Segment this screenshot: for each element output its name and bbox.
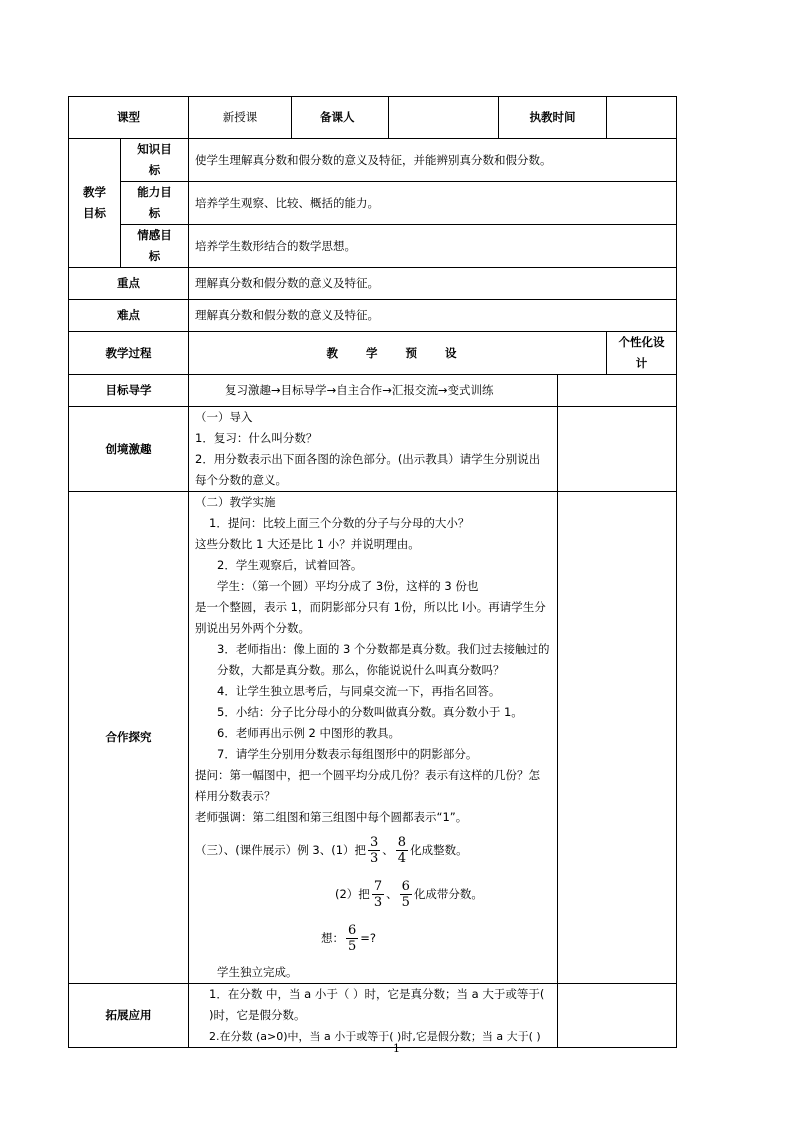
lesson-plan-table [68, 96, 677, 1048]
extend-personal-cell [558, 984, 677, 1048]
think-line [195, 916, 551, 960]
separator: 、 [382, 842, 394, 857]
cooperate-personal-cell [558, 492, 677, 984]
extend-row [69, 984, 677, 1048]
teach-time-value [607, 97, 677, 139]
guide-flow-text: 复习激趣→目标导学→自主合作→汇报交流→变式训练 [189, 375, 558, 407]
goal-knowledge-row [69, 139, 677, 182]
scene-row [69, 407, 677, 492]
knowledge-goal-label: 知识目标 [121, 139, 189, 182]
separator: 、 [386, 886, 398, 901]
knowledge-goal-text: 使学生理解真分数和假分数的意义及特征，并能辨别真分数和假分数。 [189, 139, 677, 182]
extend-content [189, 984, 558, 1048]
scene-label: 创境激趣 [69, 407, 189, 492]
cooperate-line: 是一个整圆，表示 1，而阴影部分只有 1份，所以比 l小。再请学生分别说出另外两个分数。 [195, 600, 546, 635]
example-1-prefix: （三）、(课件展示）例 3、(1）把 [195, 842, 367, 857]
cooperate-line: 7．请学生分别用分数表示每组图形中的阴影部分。 [217, 747, 478, 761]
cooperate-content [189, 492, 558, 984]
scene-content [189, 407, 558, 492]
fraction-3-over-3: $\frac{3}{3}$ [370, 834, 379, 866]
plan-label: 教 学 预 设 [189, 332, 607, 375]
difficulty-text: 理解真分数和假分数的意义及特征。 [189, 300, 677, 332]
guide-label: 目标导学 [69, 375, 189, 407]
extend-line: 2.在分数 (a>0)中，当 a 小于或等于( )时,它是假分数；当 a 大于( ) [209, 1030, 541, 1043]
cooperate-label: 合作探究 [69, 492, 189, 984]
extend-line: 1．在分数 中，当 a 小于（ ）时，它是真分数；当 a 大于或等于( )时，它是假分数。 [209, 987, 545, 1022]
cooperate-line: 老师强调：第二组图和第三组图中每个圆都表示“1”。 [195, 810, 468, 824]
scene-personal-cell [558, 407, 677, 492]
cooperate-line: 4．让学生独立思考后，与同桌交流一下，再指名回答。 [217, 684, 501, 698]
header-row [69, 97, 677, 139]
goals-group-label: 教学目标 [69, 139, 121, 268]
fraction-6-over-5-think: $\frac{6}{5}$ [348, 922, 357, 954]
ability-goal-text: 培养学生观察、比较、概括的能力。 [189, 182, 677, 225]
think-suffix: =? [360, 930, 377, 945]
teach-time-label: 执教时间 [499, 97, 607, 139]
page-number: 1 [393, 1042, 400, 1055]
lesson-type-label: 课型 [69, 97, 189, 139]
difficulty-row [69, 300, 677, 332]
cooperate-line: 5．小结：分子比分母小的分数叫做真分数。真分数小于 1。 [217, 705, 523, 719]
example-2-prefix: (2）把 [335, 886, 370, 901]
ability-goal-label: 能力目标 [121, 182, 189, 225]
scene-line: 1．复习：什么叫分数？ [195, 431, 318, 445]
cooperate-line: （二）教学实施 [195, 495, 276, 509]
guide-row [69, 375, 677, 407]
cooperate-line: 提问：第一幅图中，把一个圆平均分成几份？表示有这样的几份？怎样用分数表示？ [195, 768, 540, 803]
preparer-label: 备课人 [292, 97, 389, 139]
think-prefix: 想： [321, 930, 344, 945]
process-header-row [69, 332, 677, 375]
personal-design-label: 个性化设计 [607, 332, 677, 375]
lesson-type-value: 新授课 [189, 97, 292, 139]
fraction-6-over-5: $\frac{6}{5}$ [401, 878, 410, 910]
goal-ability-row [69, 182, 677, 225]
cooperate-line: 3．老师指出：像上面的 3 个分数都是真分数。我们过去接触过的分数，大都是真分数。那么，你能说说什么叫真分数吗？ [217, 642, 550, 677]
process-label: 教学过程 [69, 332, 189, 375]
example-2-line [195, 872, 551, 916]
guide-personal-cell [558, 375, 677, 407]
example-3-line [195, 828, 551, 872]
emotion-goal-text: 培养学生数形结合的数学思想。 [189, 225, 677, 268]
cooperate-line: 6．老师再出示例 2 中图形的教具。 [217, 726, 400, 740]
scene-line: （一）导入 [195, 410, 253, 424]
cooperate-line: 这些分数比 1 大还是比 1 小？并说明理由。 [195, 537, 420, 551]
scene-line: 2．用分数表示出下面各图的涂色部分。(出示教具）请学生分别说出每个分数的意义。 [195, 452, 541, 487]
key-point-row [69, 268, 677, 300]
cooperate-line: 1．提问：比较上面三个分数的分子与分母的大小？ [209, 516, 470, 530]
cooperate-final-line: 学生独立完成。 [217, 965, 298, 979]
goal-emotion-row [69, 225, 677, 268]
example-2-suffix: 化成带分数。 [413, 886, 483, 901]
emotion-goal-label: 情感目标 [121, 225, 189, 268]
fraction-8-over-4: $\frac{8}{4}$ [397, 834, 407, 866]
preparer-value [389, 97, 499, 139]
fraction-7-over-3: $\frac{7}{3}$ [373, 878, 383, 910]
cooperate-row [69, 492, 677, 984]
extend-label: 拓展应用 [69, 984, 189, 1048]
cooperate-line: 学生：（第一个圆）平均分成了 3份，这样的 3 份也 [217, 579, 479, 593]
key-point-text: 理解真分数和假分数的意义及特征。 [189, 268, 677, 300]
example-1-suffix: 化成整数。 [410, 842, 468, 857]
cooperate-line: 2．学生观察后，试着回答。 [217, 558, 363, 572]
difficulty-label: 难点 [69, 300, 189, 332]
key-point-label: 重点 [69, 268, 189, 300]
